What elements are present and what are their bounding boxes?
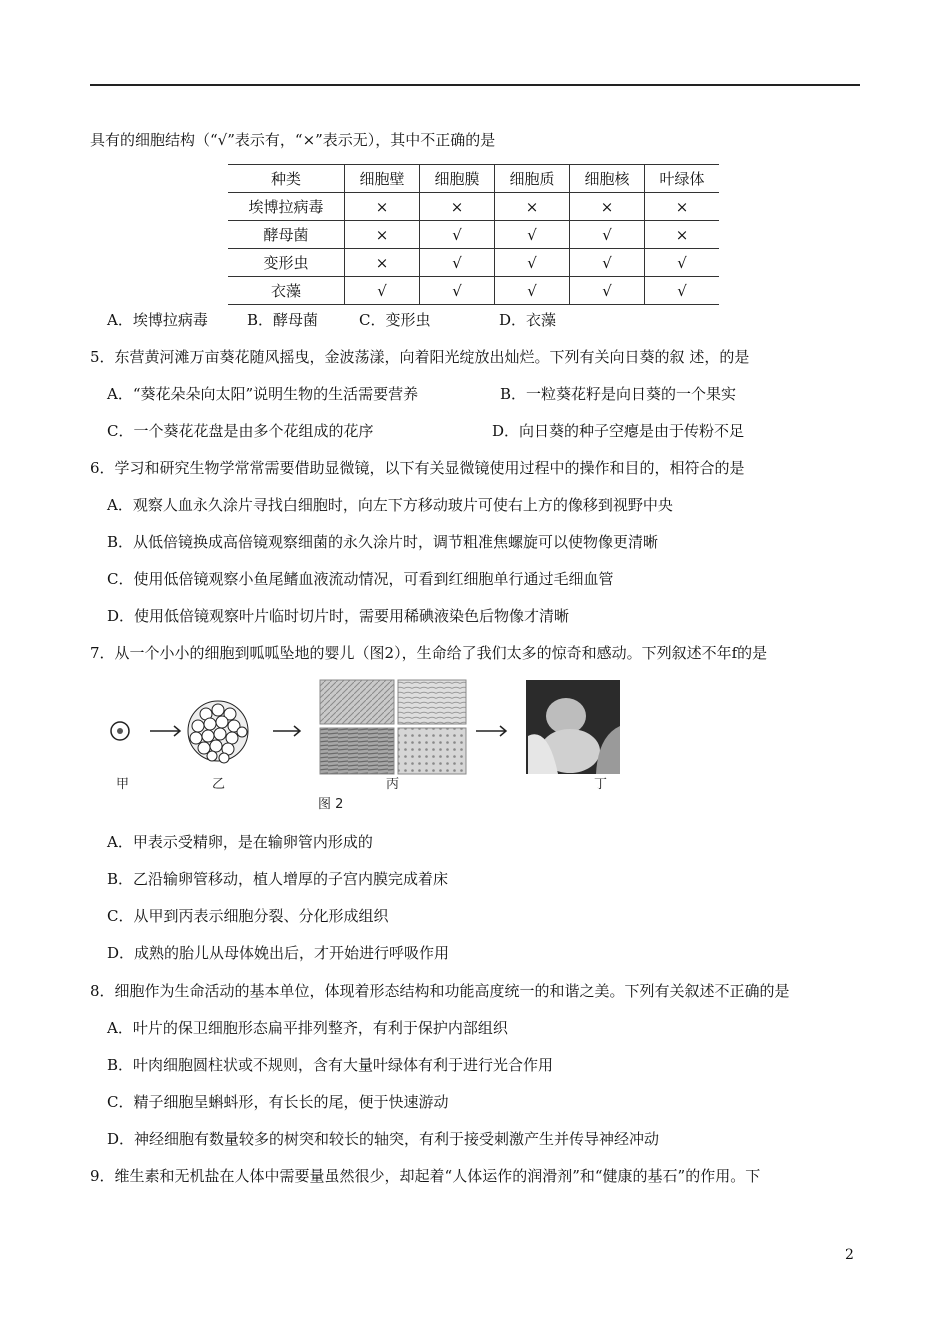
table-cell: √ [570, 249, 645, 277]
cell-cluster [188, 701, 248, 763]
q7-option-d: D．成熟的胎儿从母体娩出后，才开始进行呼吸作用 [107, 944, 450, 962]
table-cell: 变形虫 [228, 249, 345, 277]
header-cell: 细胞核 [570, 165, 645, 193]
table-cell: √ [570, 221, 645, 249]
table-cell: √ [495, 277, 570, 305]
question-8-stem: 8．细胞作为生命活动的基本单位，体现着形态结构和功能高度统一的和谐之美。下列有关叙述不正确的是 [90, 982, 790, 1000]
question-5-stem: 5．东营黄河滩万亩葵花随风摇曳，金波荡漾，向着阳光绽放出灿烂。下列有关向日葵的叙 述，的是 [90, 348, 750, 366]
label-yi: 乙 [212, 777, 226, 792]
question-9-stem: 9．维生素和无机盐在人体中需要量虽然很少，却起着“人体运作的润滑剂”和“健康的基石”的作用。下 [90, 1167, 761, 1185]
table-cell: √ [570, 277, 645, 305]
option-a: A．埃博拉病毒 [107, 311, 208, 329]
table-cell: √ [495, 249, 570, 277]
header-rule [90, 84, 860, 86]
table-cell: √ [420, 221, 495, 249]
cell-structure-table [228, 164, 719, 305]
q6-option-d: D．使用低倍镜观察叶片临时切片时，需要用稀碘液染色后物像才清晰 [107, 607, 570, 625]
header-cell: 细胞壁 [345, 165, 420, 193]
table-cell: √ [420, 249, 495, 277]
option-b: B．酵母菌 [247, 311, 319, 329]
table-row [228, 249, 719, 277]
table-cell: × [420, 193, 495, 221]
arrow-icon [273, 726, 300, 736]
zygote-nucleus [117, 728, 123, 734]
label-bing: 丙 [386, 777, 400, 792]
header-cell: 细胞质 [495, 165, 570, 193]
q6-option-a: A．观察人血永久涂片寻找白细胞时，向左下方移动玻片可使右上方的像移到视野中央 [107, 496, 673, 514]
q5-option-d: D．向日葵的种子空瘪是由于传粉不足 [492, 422, 745, 440]
header-cell: 细胞膜 [420, 165, 495, 193]
table-cell: 衣藻 [228, 277, 345, 305]
q8-option-d: D．神经细胞有数量较多的树突和较长的轴突，有利于接受刺激产生并传导神经冲动 [107, 1130, 660, 1148]
q7-option-c: C．从甲到丙表示细胞分裂、分化形成组织 [107, 907, 389, 925]
table-cell: × [495, 193, 570, 221]
table-row [228, 221, 719, 249]
tissue-images [320, 680, 466, 774]
header-cell: 叶绿体 [645, 165, 720, 193]
q5-option-c: C．一个葵花花盘是由多个花组成的花序 [107, 422, 374, 440]
header-cell: 种类 [228, 165, 345, 193]
question-4-intro: 具有的细胞结构（“√”表示有，“×”表示无），其中不正确的是 [90, 131, 496, 149]
table-cell: × [645, 221, 720, 249]
table-cell: √ [645, 277, 720, 305]
q6-option-c: C．使用低倍镜观察小鱼尾鳍血液流动情况，可看到红细胞单行通过毛细血管 [107, 570, 614, 588]
q8-option-b: B．叶肉细胞圆柱状或不规则，含有大量叶绿体有利于进行光合作用 [107, 1056, 554, 1074]
baby-photo [526, 680, 620, 774]
development-figure [108, 676, 628, 816]
table-cell: × [645, 193, 720, 221]
table-cell: √ [495, 221, 570, 249]
table-cell: 埃博拉病毒 [228, 193, 345, 221]
q8-option-c: C．精子细胞呈蝌蚪形，有长长的尾，便于快速游动 [107, 1093, 449, 1111]
table-cell: √ [420, 277, 495, 305]
arrow-icon [150, 726, 180, 736]
page-number: 2 [845, 1247, 854, 1263]
question-7-stem: 7．从一个小小的细胞到呱呱坠地的婴儿（图2），生命给了我们太多的惊奇和感动。下列叙述不年f的是 [90, 644, 768, 662]
label-ding: 丁 [594, 777, 608, 792]
arrow-icon [476, 726, 506, 736]
q5-option-a: A．“葵花朵朵向太阳”说明生物的生活需要营养 [107, 385, 419, 403]
option-c: C．变形虫 [359, 311, 431, 329]
question-6-stem: 6．学习和研究生物学常常需要借助显微镜，以下有关显微镜使用过程中的操作和目的，相符合的是 [90, 459, 745, 477]
table-row [228, 277, 719, 305]
question-4-options [107, 310, 556, 330]
figure-caption: 图 2 [318, 797, 344, 812]
table-cell: × [345, 249, 420, 277]
q7-option-a: A．甲表示受精卵，是在输卵管内形成的 [107, 833, 373, 851]
option-d: D．衣藻 [499, 311, 557, 329]
table-cell: × [570, 193, 645, 221]
label-jia: 甲 [116, 777, 130, 792]
table-cell: √ [345, 277, 420, 305]
table-cell: √ [645, 249, 720, 277]
table-header-row [228, 165, 719, 193]
q6-option-b: B．从低倍镜换成高倍镜观察细菌的永久涂片时，调节粗准焦螺旋可以使物像更清晰 [107, 533, 659, 551]
table-row [228, 193, 719, 221]
table-cell: 酵母菌 [228, 221, 345, 249]
table-cell: × [345, 193, 420, 221]
table-cell: × [345, 221, 420, 249]
q5-option-b: B．一粒葵花籽是向日葵的一个果实 [500, 385, 737, 403]
q7-option-b: B．乙沿输卵管移动，植人增厚的子宫内膜完成着床 [107, 870, 449, 888]
q8-option-a: A．叶片的保卫细胞形态扁平排列整齐，有利于保护内部组织 [107, 1019, 508, 1037]
